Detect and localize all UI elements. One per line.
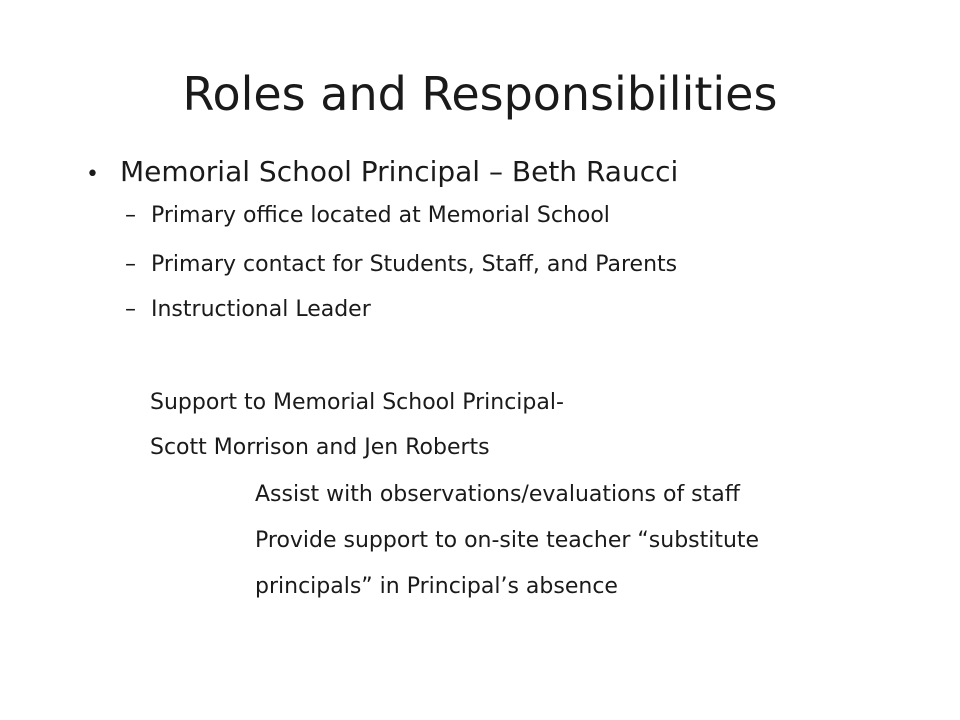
dash-icon: – <box>125 252 136 277</box>
support-duty-absence: principals” in Principal’s absence <box>255 574 618 599</box>
sub-item-office <box>125 196 610 236</box>
support-duty-observations: Assist with observations/evaluations of staff <box>255 482 740 507</box>
dash-icon: – <box>125 297 136 322</box>
bullet-item-principal <box>86 150 678 197</box>
dash-icon: – <box>125 203 136 228</box>
sub-item-leader <box>125 290 371 330</box>
sub-item-contact <box>125 245 677 285</box>
sub-item-text: Primary office located at Memorial School <box>151 203 610 228</box>
sub-item-text: Primary contact for Students, Staff, and Parents <box>151 252 678 277</box>
support-heading: Support to Memorial School Principal- <box>150 390 564 415</box>
bullet-text: Memorial School Principal – Beth Raucci <box>120 155 679 188</box>
sub-item-text: Instructional Leader <box>151 297 371 322</box>
support-duty-substitute: Provide support to on-site teacher “substitute <box>255 528 760 553</box>
bullet-icon: • <box>86 162 99 187</box>
support-names: Scott Morrison and Jen Roberts <box>150 435 490 460</box>
slide-title: Roles and Responsibilities <box>182 67 778 121</box>
